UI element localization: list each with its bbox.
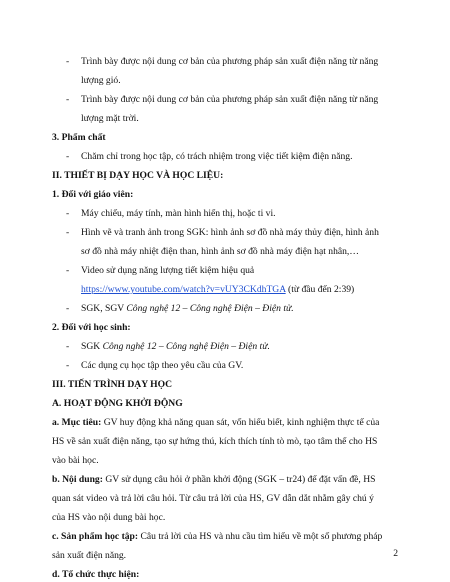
teacher-item-2-line2: sơ đồ nhà máy nhiệt điện than, hình ảnh sơ đồ nhà máy điện hạt nhân,… bbox=[81, 246, 359, 257]
teacher-item-4-title: Công nghệ 12 – Công nghệ Điện – Điện tử. bbox=[126, 303, 294, 314]
bullet-dash: - bbox=[66, 227, 70, 238]
heading-section-3: III. TIẾN TRÌNH DẠY HỌC bbox=[52, 379, 173, 390]
bullet-dash: - bbox=[66, 360, 70, 371]
bullet-dash: - bbox=[66, 56, 70, 67]
heading-activity-a: A. HOẠT ĐỘNG KHỞI ĐỘNG bbox=[52, 398, 183, 409]
content-label: b. Nội dung: bbox=[52, 474, 103, 485]
heading-section-2: II. THIẾT BỊ DẠY HỌC VÀ HỌC LIỆU: bbox=[52, 170, 224, 181]
content-line2: quan sát video và trả lời câu hỏi. Từ câu trả lời của HS, GV dẫn dắt nhằm gây chú ý bbox=[52, 493, 374, 504]
content-line3: của HS vào nội dung bài học. bbox=[52, 512, 166, 523]
bullet-dash: - bbox=[66, 94, 70, 105]
content-text: GV sử dụng câu hỏi ở phần khởi động (SGK – tr24) để đặt vấn đề, HS bbox=[102, 474, 376, 485]
product-line1 bbox=[52, 531, 382, 543]
bullet-dash: - bbox=[66, 208, 70, 219]
student-item-1 bbox=[81, 341, 270, 353]
teacher-item-2-line1: Hình vẽ và tranh ảnh trong SGK: hình ảnh sơ đồ nhà máy thủy điện, hình ảnh bbox=[81, 227, 379, 238]
teacher-item-4-prefix: SGK, SGV bbox=[81, 303, 127, 314]
bullet-dash: - bbox=[66, 151, 70, 162]
objective-solar-line1: Trình bày được nội dung cơ bản của phương pháp sản xuất điện năng từ năng bbox=[81, 94, 379, 105]
student-item-1-prefix: SGK bbox=[81, 341, 103, 352]
goal-line1 bbox=[52, 417, 379, 429]
goal-line2: HS về sản xuất điện năng, tạo sự hứng thú, kích thích tính tò mò, tạo tâm thế cho HS bbox=[52, 436, 378, 447]
objective-solar-line2: lượng mặt trời. bbox=[81, 113, 139, 124]
video-time-note: (từ đầu đến 2:39) bbox=[285, 284, 355, 295]
teacher-item-4 bbox=[81, 303, 294, 315]
goal-line3: vào bài học. bbox=[52, 455, 99, 466]
goal-label: a. Mục tiêu: bbox=[52, 417, 102, 428]
heading-teacher: 1. Đối với giáo viên: bbox=[52, 189, 134, 200]
bullet-dash: - bbox=[66, 265, 70, 276]
video-link[interactable]: https://www.youtube.com/watch?v=vUY3CKdhTGA bbox=[81, 284, 286, 295]
bullet-dash: - bbox=[66, 341, 70, 352]
teacher-item-1: Máy chiếu, máy tính, màn hình hiển thị, hoặc ti vi. bbox=[81, 208, 276, 219]
product-text: Câu trả lời của HS và nhu cầu tìm hiểu về một số phương pháp bbox=[138, 531, 383, 542]
organization-heading: d. Tổ chức thực hiện: bbox=[52, 569, 140, 580]
student-item-2: Các dụng cụ học tập theo yêu cầu của GV. bbox=[81, 360, 244, 371]
content-line1 bbox=[52, 474, 376, 486]
objective-wind-line1: Trình bày được nội dung cơ bản của phương pháp sản xuất điện năng từ năng bbox=[81, 56, 379, 67]
student-item-1-title: Công nghệ 12 – Công nghệ Điện – Điện tử. bbox=[102, 341, 270, 352]
goal-text: GV huy động khả năng quan sát, vốn hiểu biết, kinh nghiệm thực tế của bbox=[101, 417, 380, 428]
heading-student: 2. Đối với học sinh: bbox=[52, 322, 131, 333]
product-label: c. Sản phẩm học tập: bbox=[52, 531, 139, 542]
objective-wind-line2: lượng gió. bbox=[81, 75, 121, 86]
page-number: 2 bbox=[393, 548, 398, 559]
heading-qualities: 3. Phẩm chất bbox=[52, 132, 106, 143]
qualities-item: Chăm chỉ trong học tập, có trách nhiệm trong việc tiết kiệm điện năng. bbox=[81, 151, 353, 162]
product-line2: sản xuất điện năng. bbox=[52, 550, 127, 561]
teacher-item-3-line1: Video sử dụng năng lượng tiết kiệm hiệu quả bbox=[81, 265, 255, 276]
bullet-dash: - bbox=[66, 303, 70, 314]
teacher-item-3-line2 bbox=[81, 284, 354, 296]
